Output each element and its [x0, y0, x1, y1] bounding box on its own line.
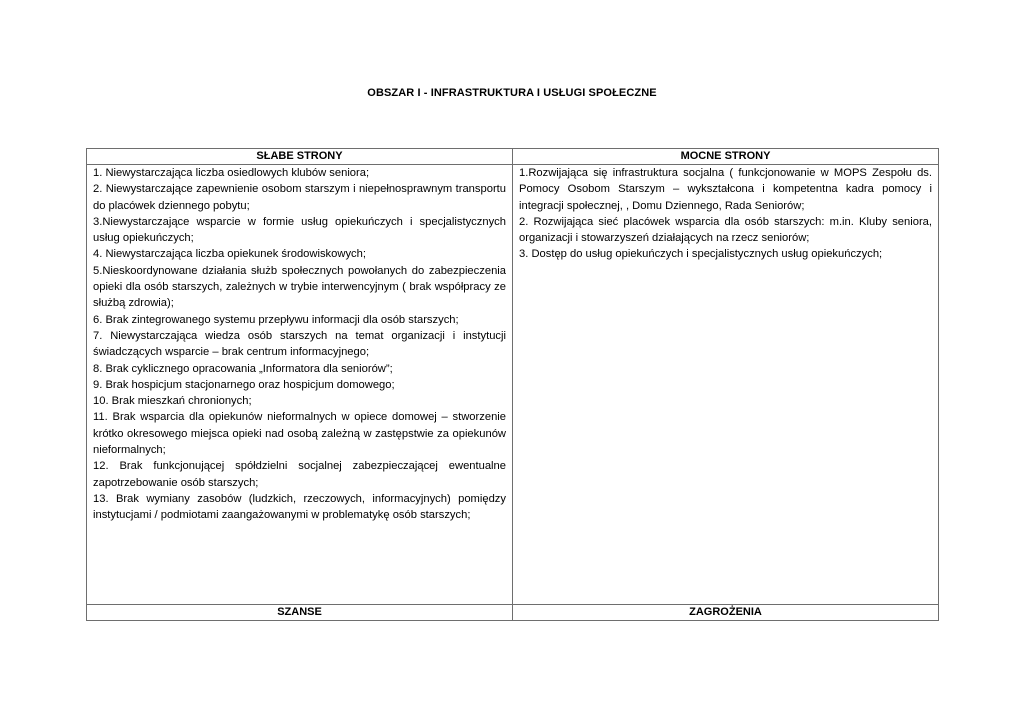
weakness-item: 8. Brak cyklicznego opracowania „Informatora dla seniorów”;	[93, 362, 393, 375]
strengths-header: MOCNE STRONY	[513, 149, 939, 165]
weakness-item: 2. Niewystarczające zapewnienie osobom starszym i niepełnosprawnym transportu do placówek dziennego pobytu;	[93, 183, 506, 212]
weakness-item: 6. Brak zintegrowanego systemu przepływu informacji dla osób starszych;	[93, 313, 459, 326]
strength-item: 2. Rozwijająca sieć placówek wsparcia dla osób starszych: m.in. Kluby seniora, organizacji i stowarzyszeń działających na rzecz seniorów;	[519, 215, 932, 245]
weakness-item: 11. Brak wsparcia dla opiekunów nieformalnych w opiece domowej – stworzenie krótko okresowego miejsca opieki nad osobą zależną w zastępstwie za opiekunów nieformalnych;	[93, 411, 506, 457]
swot-table	[86, 148, 939, 621]
weaknesses-header: SŁABE STRONY	[87, 149, 513, 165]
weaknesses-cell	[87, 165, 513, 605]
weakness-item: 10. Brak mieszkań chronionych;	[93, 395, 252, 408]
weakness-item: 9. Brak hospicjum stacjonarnego oraz hospicjum domowego;	[93, 378, 395, 391]
strength-item: 3. Dostęp do usług opiekuńczych i specjalistycznych usług opiekuńczych;	[519, 248, 883, 261]
opportunities-header: SZANSE	[87, 605, 513, 621]
weakness-item: 1. Niewystarczająca liczba osiedlowych klubów seniora;	[93, 167, 370, 179]
strengths-cell	[513, 165, 939, 605]
page-title: OBSZAR I - INFRASTRUKTURA I USŁUGI SPOŁECZNE	[367, 87, 657, 99]
strength-item: 1.Rozwijająca się infrastruktura socjalna ( funkcjonowanie w MOPS Zespołu ds. Pomocy Osobom Starszym – wykształcona i kompetentna kadra pomocy i integracji społecznej, , Domu Dziennego, Rada Seniorów;	[519, 167, 932, 212]
weakness-item: 5.Nieskoordynowane działania służb społecznych powołanych do zabezpieczenia opieki dla osób starszych, zależnych w trybie interwencyjnym ( brak współpracy ze służbą zdrowia);	[93, 264, 506, 310]
weakness-item: 3.Niewystarczające wsparcie w formie usług opiekuńczych i specjalistycznych usług opiekuńczych;	[93, 215, 506, 245]
weakness-item: 4. Niewystarczająca liczba opiekunek środowiskowych;	[93, 248, 366, 261]
threats-header: ZAGROŻENIA	[513, 605, 939, 621]
weakness-item: 13. Brak wymiany zasobów (ludzkich, rzeczowych, informacyjnych) pomiędzy instytucjami / podmiotami zaangażowanymi w problematykę osób starszych;	[93, 492, 506, 522]
weakness-item: 7. Niewystarczająca wiedza osób starszych na temat organizacji i instytucji świadczących wsparcie – brak centrum informacyjnego;	[93, 329, 506, 359]
weakness-item: 12. Brak funkcjonującej spółdzielni socjalnej zabezpieczającej ewentualne zapotrzebowanie osób starszych;	[93, 460, 506, 489]
